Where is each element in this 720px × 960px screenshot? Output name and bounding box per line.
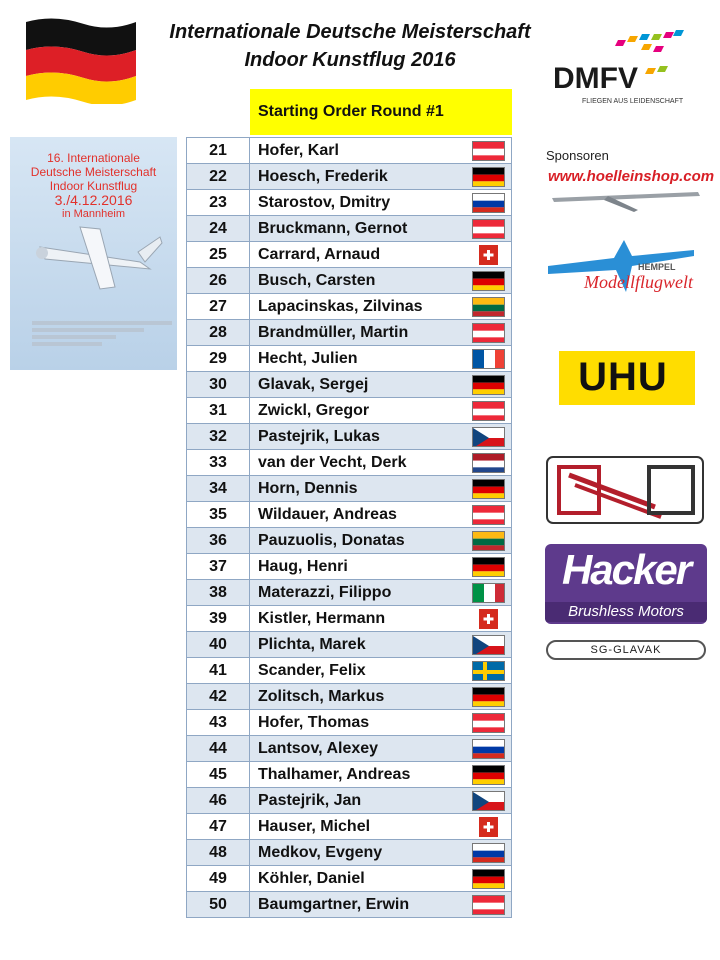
table-row [187,320,512,346]
sponsors-label: Sponsoren [546,148,609,163]
hoelleinshop-logo: www.hoelleinshop.com [548,168,715,185]
pilot-cell [250,736,512,762]
pilot-cell [250,320,512,346]
uhu-logo [559,351,695,405]
hempel-main-text: Modellflugwelt [584,272,693,292]
poster-fineprint [32,321,172,346]
pilot-cell [250,528,512,554]
start-number: 46 [187,788,250,814]
country-flag-icon [472,219,505,239]
country-flag-icon [472,843,505,863]
country-flag-icon [472,427,505,447]
pilot-cell [250,580,512,606]
start-number: 23 [187,190,250,216]
start-number: 41 [187,658,250,684]
table-row [187,658,512,684]
pilot-name: Wildauer, Andreas [258,505,397,523]
table-row [187,268,512,294]
pilot-cell [250,164,512,190]
pilot-cell [250,190,512,216]
start-number: 34 [187,476,250,502]
pilot-name: van der Vecht, Derk [258,453,407,471]
pilot-cell [250,138,512,164]
pilot-name: Horn, Dennis [258,479,358,497]
poster-line-2a: Deutsche Meisterschaft [30,165,157,179]
start-number: 48 [187,840,250,866]
country-flag-icon [472,193,505,213]
glider-icon [548,188,708,216]
pilot-name: Plichta, Marek [258,635,366,653]
pilot-name: Pastejrik, Jan [258,791,362,809]
country-flag-icon [472,297,505,317]
pilot-name: Carrard, Arnaud [258,245,381,263]
table-row [187,502,512,528]
table-row [187,788,512,814]
country-flag-icon [472,687,505,707]
dmfv-tagline: FLIEGEN AUS LEIDENSCHAFT [582,98,684,105]
pilot-name: Kistler, Hermann [258,609,386,627]
pilot-name: Hecht, Julien [258,349,358,367]
hempel-logo [544,236,706,298]
pilot-cell [250,866,512,892]
pilot-cell [250,840,512,866]
table-row [187,606,512,632]
table-row [187,476,512,502]
country-flag-icon [472,765,505,785]
start-number: 40 [187,632,250,658]
table-row [187,866,512,892]
pilot-cell [250,216,512,242]
country-flag-icon [472,271,505,291]
country-flag-icon [472,817,505,837]
pilot-cell [250,346,512,372]
country-flag-icon [472,401,505,421]
table-row [187,216,512,242]
country-flag-icon [472,375,505,395]
table-row [187,346,512,372]
country-flag-icon [472,713,505,733]
dmfv-wordmark: DMFV [553,62,638,95]
country-flag-icon [472,635,505,655]
table-row [187,138,512,164]
pilot-name: Glavak, Sergej [258,375,369,393]
table-row [187,710,512,736]
start-number: 50 [187,892,250,918]
table-row [187,840,512,866]
table-row [187,398,512,424]
pilot-name: Materazzi, Filippo [258,583,392,601]
pilot-cell [250,658,512,684]
poster-line-1: 16. Internationale [47,151,140,165]
table-row [187,528,512,554]
start-number: 21 [187,138,250,164]
pilot-cell [250,372,512,398]
pilot-cell [250,788,512,814]
pilot-name: Bruckmann, Gernot [258,219,408,237]
table-row [187,892,512,918]
country-flag-icon [472,557,505,577]
country-flag-icon [472,141,505,161]
title-line-1: Internationale Deutsche Meisterschaft [169,21,531,43]
country-flag-icon [472,167,505,187]
table-row [187,554,512,580]
country-flag-icon [472,895,505,915]
pilot-cell [250,450,512,476]
country-flag-icon [472,661,505,681]
country-flag-icon [472,453,505,473]
rg-logo [545,455,705,525]
pilot-name: Scander, Felix [258,661,366,679]
pilot-cell [250,762,512,788]
pilot-name: Medkov, Evgeny [258,843,383,861]
event-poster [10,137,177,370]
pilot-cell [250,554,512,580]
table-row [187,684,512,710]
start-number: 25 [187,242,250,268]
pilot-cell [250,502,512,528]
table-row [187,762,512,788]
pilot-cell [250,606,512,632]
pilot-name: Brandmüller, Martin [258,323,409,341]
start-number: 28 [187,320,250,346]
table-row [187,814,512,840]
table-row [187,190,512,216]
pilot-name: Köhler, Daniel [258,869,365,887]
poster-date-text: 3./4.12.2016 [54,192,133,208]
hacker-main-text: Hacker [561,546,691,593]
country-flag-icon [472,869,505,889]
country-flag-icon [472,583,505,603]
start-number: 44 [187,736,250,762]
pilot-cell [250,424,512,450]
start-number: 43 [187,710,250,736]
sg-glavak-logo: SG-GLAVAK [546,640,706,660]
poster-city: in Mannheim [62,208,125,220]
pilot-cell [250,710,512,736]
start-number: 49 [187,866,250,892]
start-number: 31 [187,398,250,424]
pilot-cell [250,268,512,294]
table-row [187,294,512,320]
pilot-name: Zwickl, Gregor [258,401,370,419]
pilot-cell [250,476,512,502]
starting-order-header: Starting Order Round #1 [250,89,512,135]
pilot-name: Baumgartner, Erwin [258,895,410,913]
start-number: 22 [187,164,250,190]
table-row [187,424,512,450]
pilot-cell [250,294,512,320]
start-number: 37 [187,554,250,580]
pilot-name: Pauzuolis, Donatas [258,531,405,549]
start-number: 42 [187,684,250,710]
country-flag-icon [472,609,505,629]
pilot-name: Starostov, Dmitry [258,193,391,211]
pilot-name: Pastejrik, Lukas [258,427,380,445]
start-number: 39 [187,606,250,632]
starting-order-table [186,137,512,918]
pilot-cell [250,398,512,424]
country-flag-icon [472,323,505,343]
country-flag-icon [472,349,505,369]
pilot-name: Busch, Carsten [258,271,376,289]
uhu-text: UHU [578,355,668,399]
start-number: 45 [187,762,250,788]
country-flag-icon [472,531,505,551]
pilot-name: Zolitsch, Markus [258,687,385,705]
start-number: 32 [187,424,250,450]
pilot-name: Lapacinskas, Zilvinas [258,297,423,315]
pilot-name: Hofer, Thomas [258,713,370,731]
pilot-name: Hofer, Karl [258,141,339,159]
hacker-sub-text: Brushless Motors [545,602,707,622]
table-row [187,580,512,606]
poster-line-2 [10,165,177,193]
start-number: 47 [187,814,250,840]
pilot-name: Hoesch, Frederik [258,167,388,185]
table-row [187,372,512,398]
start-number: 33 [187,450,250,476]
country-flag-icon [472,791,505,811]
start-number: 35 [187,502,250,528]
start-number: 30 [187,372,250,398]
country-flag-icon [472,245,505,265]
poster-line-2b: Indoor Kunstflug [49,179,138,193]
pilot-cell [250,892,512,918]
start-number: 29 [187,346,250,372]
pilot-name: Hauser, Michel [258,817,371,835]
table-row [187,450,512,476]
table-row [187,242,512,268]
start-number: 38 [187,580,250,606]
table-row [187,736,512,762]
pilot-name: Haug, Henri [258,557,348,575]
german-flag-image [14,14,144,104]
pilot-cell [250,684,512,710]
country-flag-icon [472,739,505,759]
pilot-cell [250,242,512,268]
table-row [187,164,512,190]
start-number: 26 [187,268,250,294]
pilot-cell [250,814,512,840]
pilot-name: Lantsov, Alexey [258,739,379,757]
pilot-name: Thalhamer, Andreas [258,765,411,783]
table-row [187,632,512,658]
page-title [140,18,560,74]
airplane-icon [20,207,170,297]
start-number: 36 [187,528,250,554]
hacker-logo [545,544,707,624]
title-line-2: Indoor Kunstflug 2016 [244,49,456,71]
country-flag-icon [472,479,505,499]
country-flag-icon [472,505,505,525]
start-number: 24 [187,216,250,242]
pilot-cell [250,632,512,658]
start-number: 27 [187,294,250,320]
hempel-top-text: HEMPEL [638,262,676,272]
